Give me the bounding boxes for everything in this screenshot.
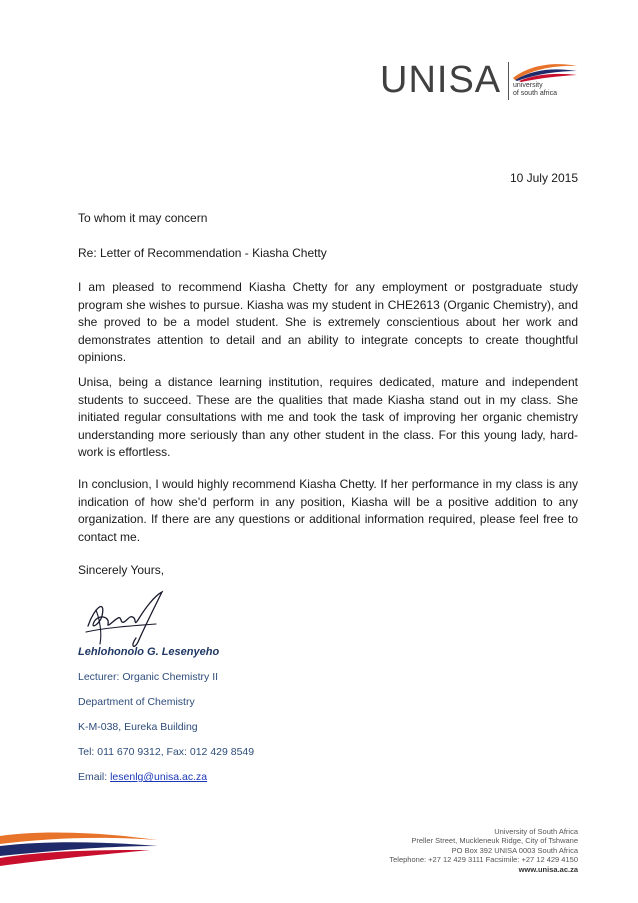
logo-sub-line1: university xyxy=(513,82,543,89)
signatory-email-line xyxy=(78,771,207,783)
letter-date: 10 July 2015 xyxy=(509,171,578,185)
signatory-office: K-M-038, Eureka Building xyxy=(78,721,198,733)
footer-line4: Telephone: +27 12 429 3111 Facsimile: +27 12 429 4150 xyxy=(389,855,578,865)
footer-address xyxy=(389,827,578,874)
signatory-title: Lecturer: Organic Chemistry II xyxy=(78,671,219,683)
paragraph-1: I am pleased to recommend Kiasha Chetty for any employment or postgraduate study program she wishes to pursue. Kiasha was my student in CHE2613 (Organic Chemistry), and she proved to be a model student. She is extremely conscientious about her work and demonstrates attention to detail and an ability to integrate concepts to create thoughtful opinions. xyxy=(78,280,578,364)
signatory-department: Department of Chemistry xyxy=(78,696,195,708)
logo-wordmark: UNISA xyxy=(380,59,502,101)
footer-swoosh-icon xyxy=(0,828,160,868)
paragraph-3: In conclusion, I would highly recommend Kiasha Chetty. If her performance in my class is any indication of how she'd perform in any position, Kiasha will be a positive addition to any organization. If there are any questions or additional information required, please feel free to contact me. xyxy=(78,477,578,544)
email-link[interactable]: lesenlg@unisa.ac.za xyxy=(110,771,208,783)
logo-sub-line2: of south africa xyxy=(513,90,557,97)
signatory-phone: Tel: 011 670 9312, Fax: 012 429 8549 xyxy=(78,746,255,758)
footer-line3: PO Box 392 UNISA 0003 South Africa xyxy=(451,845,578,855)
footer-website: www.unisa.ac.za xyxy=(518,864,578,874)
handwritten-signature xyxy=(84,590,174,650)
unisa-logo xyxy=(380,58,580,106)
logo-swoosh-icon xyxy=(511,60,579,82)
subject-line: Re: Letter of Recommendation - Kiasha Chetty xyxy=(78,246,327,260)
logo-divider xyxy=(508,62,509,100)
closing: Sincerely Yours, xyxy=(78,563,165,577)
salutation: To whom it may concern xyxy=(78,211,208,225)
email-label: Email: xyxy=(78,771,111,783)
paragraph-2: Unisa, being a distance learning institution, requires dedicated, mature and independent students to succeed. These are the qualities that made Kiasha stand out in my class. She initiated regular consultations with me and took the task of improving her organic chemistry understanding more seriously than any other student in the class. For this young lady, hard-work is effortless. xyxy=(78,375,578,459)
signatory-name: Lehlohonolo G. Lesenyeho xyxy=(78,646,220,658)
footer-line2: Preller Street, Muckleneuk Ridge, City of Tshwane xyxy=(411,836,578,846)
footer-line1: University of South Africa xyxy=(494,827,578,836)
logo-subtitle xyxy=(513,82,557,98)
